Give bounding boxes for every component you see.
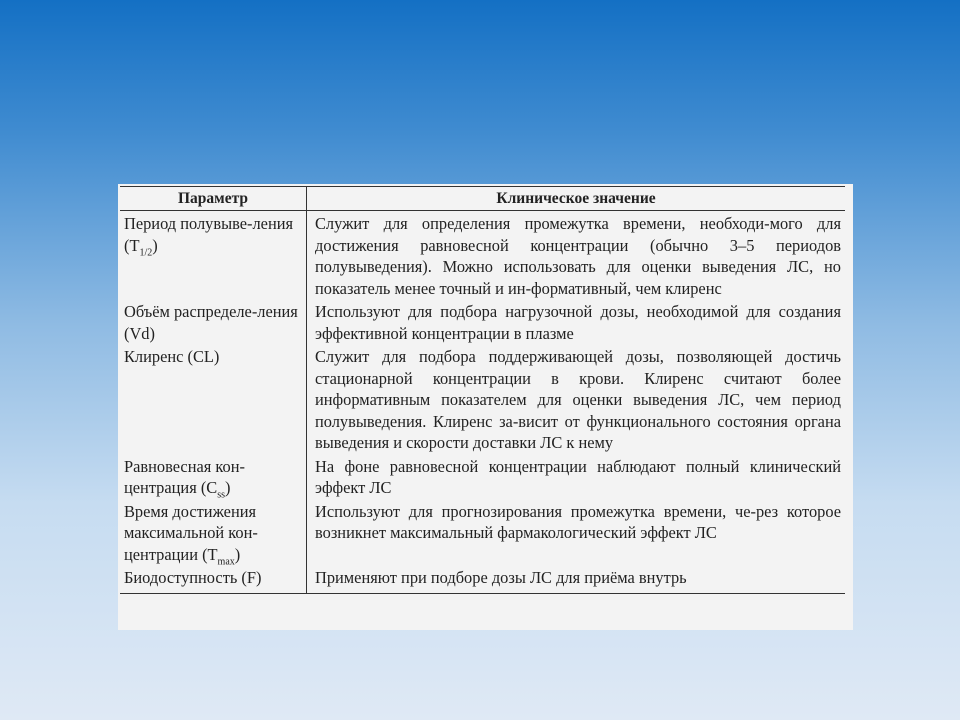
table-row [120, 301, 845, 346]
parameter-name: Биодоступность (F) [124, 568, 262, 587]
parameter-name: Период полувыве-ления (T [124, 214, 294, 255]
parameter-name: Время достижения максимальной кон-центрации (T [124, 501, 258, 564]
pharmacokinetics-table [120, 186, 845, 594]
table-row [120, 346, 845, 456]
parameter-tail: ) [225, 478, 231, 497]
parameter-tail: ) [234, 544, 241, 564]
table-row [120, 501, 845, 568]
table-header-row [120, 187, 845, 211]
parameter-name: Равновесная кон-центрация (C [124, 456, 245, 497]
clinical-value-cell: Используют для прогнозирования промежутка времени, че-рез которое возникнет максимальный фармакологический эффект ЛС [315, 501, 841, 542]
clinical-value-cell: Используют для подбора нагрузочной дозы, необходимой для создания эффективной концентрации в плазме [315, 302, 841, 343]
clinical-value-cell: Применяют при подборе дозы ЛС для приёма внутрь [307, 567, 846, 593]
table-panel [118, 184, 853, 630]
parameter-subscript: max [217, 555, 235, 567]
parameter-cell [120, 346, 307, 456]
table-row [120, 456, 845, 501]
parameter-cell [120, 456, 307, 501]
parameter-cell [120, 211, 307, 302]
clinical-value-cell: На фоне равновесной концентрации наблюдают полный клинический эффект ЛС [315, 456, 841, 497]
parameter-name: Объём распределе-ления (Vd) [124, 302, 298, 343]
parameter-subscript: 1/2 [139, 246, 153, 258]
header-clinical-value: Клиническое значение [307, 187, 846, 211]
parameter-name: Клиренс (CL) [124, 347, 220, 366]
parameter-cell [120, 567, 307, 593]
parameter-cell [120, 501, 307, 568]
header-parameter: Параметр [120, 187, 307, 211]
table-row [120, 567, 845, 593]
parameter-tail: ) [152, 235, 158, 255]
clinical-value-cell: Служит для определения промежутка времени, необходи-мого для достижения равновесной концентрации (обычно 3–5 периодов полувыведения). Можно использовать для оценки выведения ЛС, но показатель менее точный и ин-формативный, чем клиренс [315, 214, 841, 298]
table-row [120, 211, 845, 302]
parameter-subscript: ss [217, 489, 226, 501]
parameter-cell [120, 301, 307, 346]
clinical-value-cell: Служит для подбора поддерживающей дозы, позволяющей достичь стационарной концентрации в крови. Клиренс считают более информативным показателем для оценки выведения ЛС, чем период полувыведения. Клиренс за-висит от функционального состояния органа выведения и скорости доставки ЛС к нему [315, 347, 841, 452]
